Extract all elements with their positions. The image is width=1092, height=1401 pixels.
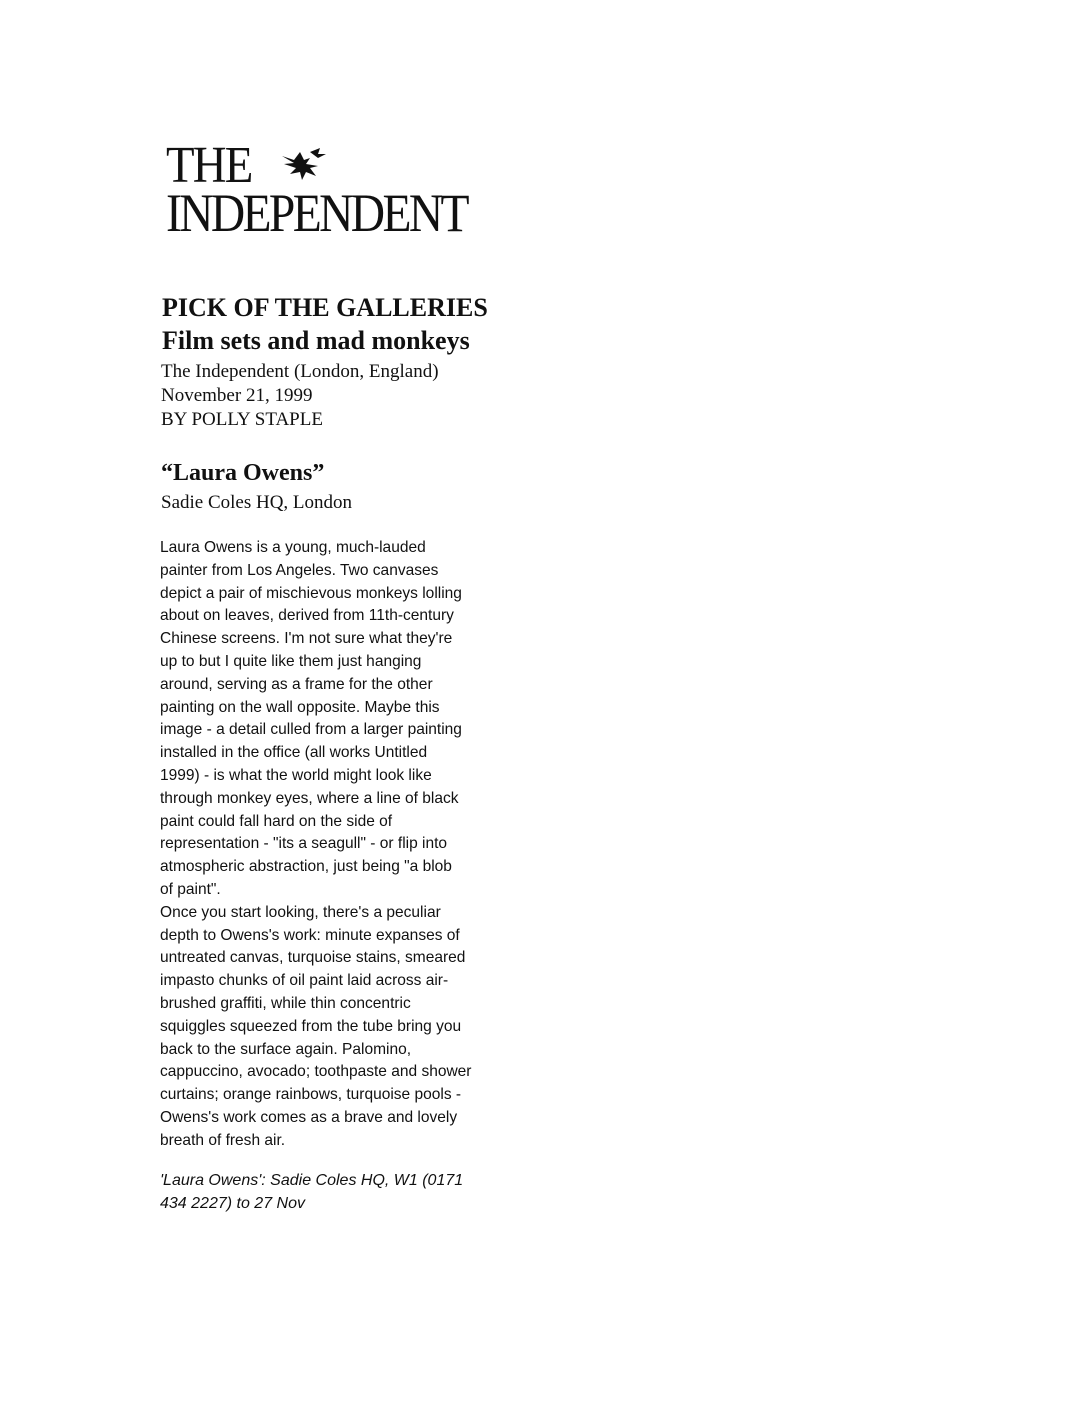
body-line: up to but I quite like them just hanging — [160, 652, 422, 670]
body-line: representation - "its a seagull" - or flip into — [160, 835, 448, 853]
body-line: painting on the wall opposite. Maybe this — [160, 698, 440, 716]
publication-date: November 21, 1999 — [161, 385, 313, 406]
body-line: Owens's work comes as a brave and lovely — [160, 1108, 458, 1126]
show-title: “Laura Owens” — [161, 460, 325, 486]
body-line: about on leaves, derived from 11th-century — [160, 607, 454, 625]
body-line: brushed graffiti, while thin concentric — [160, 994, 411, 1012]
body-line: Chinese screens. I'm not sure what they're — [160, 630, 453, 648]
body-line: of paint". — [160, 880, 221, 898]
footer-line: 434 2227) to 27 Nov — [160, 1195, 305, 1212]
footer-line: 'Laura Owens': Sadie Coles HQ, W1 (0171 — [160, 1172, 464, 1189]
body-line: squiggles squeezed from the tube bring you — [160, 1017, 462, 1035]
body-line: 1999) - is what the world might look like — [160, 766, 432, 784]
masthead-line1: THE — [166, 137, 252, 194]
listing-footer — [160, 1169, 540, 1215]
body-line: installed in the office (all works Untitled — [160, 744, 428, 762]
byline: BY POLLY STAPLE — [161, 409, 323, 430]
article-headline: Film sets and mad monkeys — [162, 326, 470, 355]
body-line: image - a detail culled from a larger painting — [160, 721, 462, 739]
section-kicker: PICK OF THE GALLERIES — [162, 293, 488, 322]
body-line: cappuccino, avocado; toothpaste and shower — [160, 1063, 472, 1081]
body-line: around, serving as a frame for the other — [160, 675, 433, 693]
masthead-logo — [166, 137, 526, 243]
body-line: depth to Owens's work: minute expanses of — [160, 926, 460, 944]
body-line: atmospheric abstraction, just being "a blob — [160, 858, 452, 876]
article-meta — [161, 360, 439, 432]
body-line: Laura Owens is a young, much-lauded — [160, 539, 426, 556]
show-venue: Sadie Coles HQ, London — [161, 492, 353, 513]
body-line: breath of fresh air. — [160, 1131, 286, 1149]
article-body — [160, 537, 521, 1153]
body-line: paint could fall hard on the side of — [160, 812, 393, 830]
body-line: impasto chunks of oil paint laid across air- — [160, 972, 449, 990]
masthead-line2: INDEPENDENT — [166, 183, 467, 243]
body-line: back to the surface again. Palomino, — [160, 1040, 412, 1058]
body-line: depict a pair of mischievous monkeys lolling — [160, 584, 462, 602]
body-line: curtains; orange rainbows, turquoise pools - — [160, 1086, 462, 1104]
body-line: painter from Los Angeles. Two canvases — [160, 561, 439, 579]
body-line: Once you start looking, there's a peculiar — [160, 903, 441, 921]
body-line: through monkey eyes, where a line of black — [160, 789, 459, 807]
eagle-icon — [280, 146, 332, 186]
publication-name: The Independent (London, England) — [161, 361, 439, 382]
body-line: untreated canvas, turquoise stains, smeared — [160, 949, 466, 967]
